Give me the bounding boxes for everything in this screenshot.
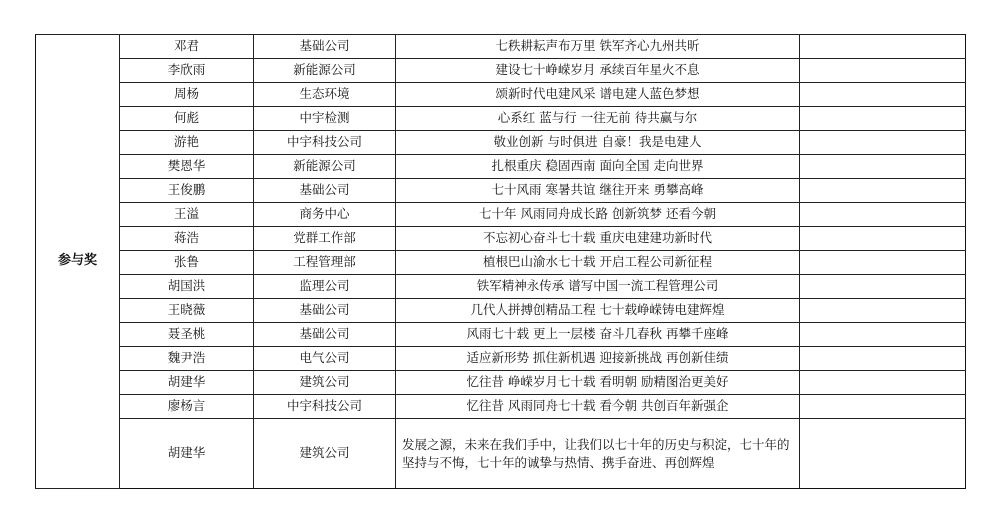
slogan-cell: 植根巴山渝水七十载 开启工程公司新征程: [396, 251, 800, 275]
slogan-cell: 七十年 风雨同舟成长路 创新筑梦 还看今朝: [396, 203, 800, 227]
unit-cell: 电气公司: [254, 347, 396, 371]
empty-cell: [800, 347, 966, 371]
unit-cell: 生态环境: [254, 83, 396, 107]
empty-cell: [800, 395, 966, 419]
empty-cell: [800, 59, 966, 83]
unit-cell: 新能源公司: [254, 59, 396, 83]
unit-cell: 中宇科技公司: [254, 131, 396, 155]
name-cell: 胡建华: [120, 419, 254, 489]
unit-cell: 工程管理部: [254, 251, 396, 275]
empty-cell: [800, 131, 966, 155]
table-row: [36, 371, 966, 395]
name-cell: 蒋浩: [120, 227, 254, 251]
slogan-cell: 敬业创新 与时俱进 自豪！我是电建人: [396, 131, 800, 155]
empty-cell: [800, 251, 966, 275]
name-cell: 魏尹浩: [120, 347, 254, 371]
unit-cell: 基础公司: [254, 299, 396, 323]
unit-cell: 基础公司: [254, 179, 396, 203]
table-row: [36, 179, 966, 203]
table-row: [36, 107, 966, 131]
empty-cell: [800, 179, 966, 203]
table-row: [36, 35, 966, 59]
empty-cell: [800, 83, 966, 107]
unit-cell: 新能源公司: [254, 155, 396, 179]
name-cell: 聂圣桃: [120, 323, 254, 347]
slogan-cell: 几代人拼搏创精品工程 七十载峥嵘铸电建辉煌: [396, 299, 800, 323]
table-row: [36, 323, 966, 347]
name-cell: 王俊鹏: [120, 179, 254, 203]
slogan-cell: 忆往昔 峥嵘岁月七十载 看明朝 励精图治更美好: [396, 371, 800, 395]
award-table-sheet: [35, 34, 965, 489]
unit-cell: 党群工作部: [254, 227, 396, 251]
slogan-cell: 不忘初心奋斗七十载 重庆电建建功新时代: [396, 227, 800, 251]
table-row: [36, 347, 966, 371]
name-cell: 何彪: [120, 107, 254, 131]
table-row: [36, 203, 966, 227]
unit-cell: 中宇检测: [254, 107, 396, 131]
name-cell: 李欣雨: [120, 59, 254, 83]
unit-cell: 商务中心: [254, 203, 396, 227]
slogan-cell: 心系红 蓝与行 一往无前 待共赢与尔: [396, 107, 800, 131]
table-row: [36, 275, 966, 299]
slogan-cell: 适应新形势 抓住新机遇 迎接新挑战 再创新佳绩: [396, 347, 800, 371]
table-row: [36, 227, 966, 251]
table-row: [36, 155, 966, 179]
award-category-cell: 参与奖: [36, 35, 120, 489]
slogan-cell: 扎根重庆 稳固西南 面向全国 走向世界: [396, 155, 800, 179]
table-row: [36, 395, 966, 419]
empty-cell: [800, 299, 966, 323]
empty-cell: [800, 155, 966, 179]
table-row: [36, 251, 966, 275]
empty-cell: [800, 35, 966, 59]
name-cell: 樊恩华: [120, 155, 254, 179]
table-row: [36, 83, 966, 107]
slogan-cell: 颂新时代电建风采 谱电建人蓝色梦想: [396, 83, 800, 107]
name-cell: 胡建华: [120, 371, 254, 395]
table-row: [36, 299, 966, 323]
empty-cell: [800, 371, 966, 395]
empty-cell: [800, 275, 966, 299]
name-cell: 张鲁: [120, 251, 254, 275]
empty-cell: [800, 419, 966, 489]
slogan-cell: 铁军精神永传承 谱写中国一流工程管理公司: [396, 275, 800, 299]
slogan-cell: 建设七十峥嵘岁月 承续百年星火不息: [396, 59, 800, 83]
empty-cell: [800, 323, 966, 347]
unit-cell: 建筑公司: [254, 371, 396, 395]
unit-cell: 监理公司: [254, 275, 396, 299]
unit-cell: 基础公司: [254, 35, 396, 59]
table-row: [36, 419, 966, 489]
table-row: [36, 59, 966, 83]
slogan-cell: 七秩耕耘声布万里 铁军齐心九州共昕: [396, 35, 800, 59]
slogan-cell: 忆往昔 风雨同舟七十载 看今朝 共创百年新强企: [396, 395, 800, 419]
name-cell: 邓君: [120, 35, 254, 59]
empty-cell: [800, 227, 966, 251]
empty-cell: [800, 203, 966, 227]
name-cell: 王晓薇: [120, 299, 254, 323]
name-cell: 游艳: [120, 131, 254, 155]
name-cell: 周杨: [120, 83, 254, 107]
award-table: [35, 34, 966, 489]
table-row: [36, 131, 966, 155]
slogan-cell: 发展之源，未来在我们手中，让我们以七十年的历史与积淀，七十年的坚持与不悔，七十年的诚挚与热情、携手奋进、再创辉煌: [396, 419, 800, 489]
name-cell: 胡国洪: [120, 275, 254, 299]
slogan-cell: 七十风雨 寒暑共谊 继往开来 勇攀高峰: [396, 179, 800, 203]
unit-cell: 建筑公司: [254, 419, 396, 489]
empty-cell: [800, 107, 966, 131]
award-table-body: [36, 35, 966, 489]
name-cell: 王溢: [120, 203, 254, 227]
unit-cell: 基础公司: [254, 323, 396, 347]
slogan-cell: 风雨七十载 更上一层楼 奋斗几春秋 再攀千座峰: [396, 323, 800, 347]
unit-cell: 中宇科技公司: [254, 395, 396, 419]
name-cell: 廖杨言: [120, 395, 254, 419]
